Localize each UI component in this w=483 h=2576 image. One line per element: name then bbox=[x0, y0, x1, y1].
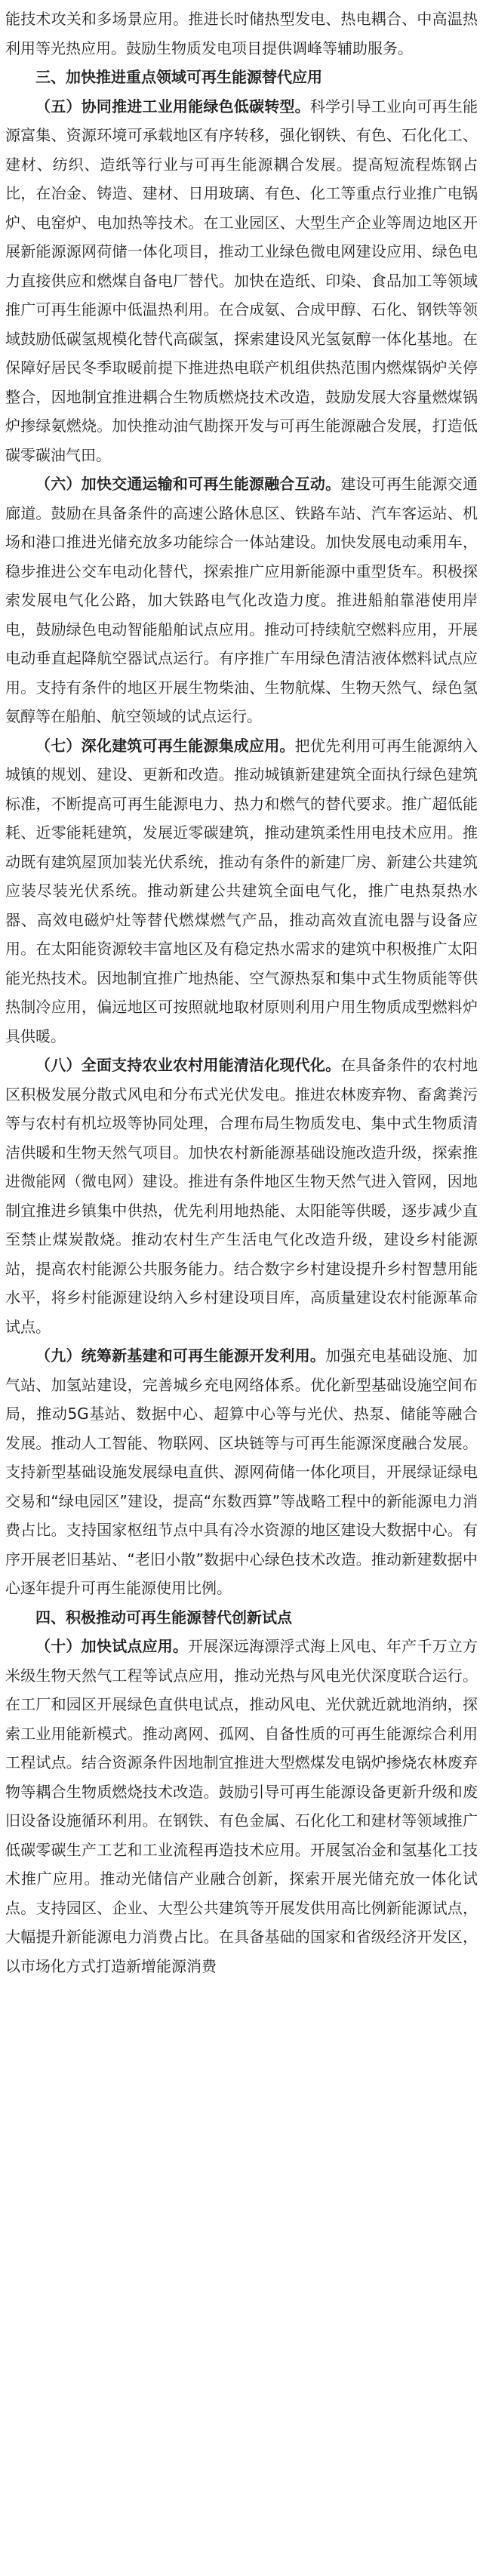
intro-text: 能技术攻关和多场景应用。推进长时储热型发电、热电耦合、中高温热利用等光热应用。鼓励生物质发电项目提供调峰等辅助服务。 bbox=[5, 10, 478, 57]
paragraph-10-lead: （十）加快试点应用。 bbox=[35, 1637, 189, 1655]
paragraph-5 bbox=[5, 92, 478, 470]
paragraph-6 bbox=[5, 469, 478, 731]
paragraph-7-body: 把优先利用可再生能源纳入城镇的规划、建设、更新和改造。推动城镇新建建筑全面执行绿色建筑标准，不断提高可再生能源电力、热力和燃气的替代要求。推广超低能耗、近零能耗建筑，发展近零碳建筑，推动建筑柔性用电技术应用。推动既有建筑屋顶加装光伏系统，推动有条件的新建厂房、新建公共建筑应装尽装光伏系统。推动新建公共建筑全面电气化，推广电热泵热水器、高效电磁炉灶等替代燃煤燃气产品，推动高效直流电器与设备应用。在太阳能资源较丰富地区及有稳定热水需求的建筑中积极推广太阳能光热技术。因地制宜推广地热能、空气源热泵和集中式生物质能等供热制冷应用，偏远地区可按照就地取材原则利用户用生物质成型燃料炉具供暖。 bbox=[5, 736, 478, 1045]
paragraph-6-lead: （六）加快交通运输和可再生能源融合互动。 bbox=[35, 475, 341, 493]
paragraph-8 bbox=[5, 1051, 478, 1341]
intro-paragraph bbox=[5, 5, 478, 63]
paragraph-9-lead: （九）统筹新基建和可再生能源开发利用。 bbox=[35, 1346, 326, 1365]
paragraph-10-body: 开展深远海漂浮式海上风电、年产千万立方米级生物天然气工程等试点应用，推动光热与风电光伏深度联合运行。在工厂和园区开展绿色直供电试点，推动风电、光伏就近就地消纳，探索工业用能新模式。推动离网、孤网、自备性质的可再生能源综合利用工程试点。结合资源条件因地制宜推进大型燃煤发电锅炉掺烧农林废弃物等耦合生物质燃烧技术改造。鼓励引导可再生能源设备更新升级和废旧设备设施循环利用。在钢铁、有色金属、石化化工和建材等领域推广低碳零碳生产工艺和工业流程再造技术应用。开展氢冶金和氢基化工技术推广应用。推动光储信产业融合创新，探索开展光储充放一体化试点。支持园区、企业、大型公共建筑等开展发供用高比例新能源试点，大幅提升新能源电力消费占比。在具备基础的国家和省级经济开发区，以市场化方式打造新增能源消费 bbox=[5, 1637, 478, 1975]
paragraph-6-body: 建设可再生能源交通廊道。鼓励在具备条件的高速公路休息区、铁路车站、汽车客运站、机场和港口推进光储充放多功能综合一体站建设。加快发展电动乘用车，稳步推进公交车电动化替代，探索推广应用新能源中重型货车。积极探索发展电气化公路，加大铁路电气化改造力度。推进船舶靠港使用岸电，鼓励绿色电动智能船舶试点应用。推动可持续航空燃料应用，开展电动垂直起降航空器试点运行。有序推广车用绿色清洁液体燃料试点应用。支持有条件的地区开展生物柴油、生物航煤、生物天然气、绿色氢氨醇等在船舶、航空领域的试点运行。 bbox=[5, 475, 478, 725]
paragraph-7 bbox=[5, 731, 478, 1051]
paragraph-9-body: 加强充电基础设施、加气站、加氢站建设，完善城乡充电网络体系。优化新型基础设施空间布局，推动5G基站、数据中心、超算中心等与光伏、热泵、储能等融合发展。推动人工智能、物联网、区块链等与可再生能源深度融合发展。支持新型基础设施发展绿电直供、源网荷储一体化项目，开展绿证绿电交易和“绿电园区”建设，提高“东数西算”等战略工程中的新能源电力消费占比。支持国家枢纽节点中具有冷水资源的地区建设大数据中心。有序开展老旧基站、“老旧小散”数据中心绿色技术改造。推动新建数据中心逐年提升可再生能源使用比例。 bbox=[5, 1346, 478, 1597]
section-4-heading: 四、积极推动可再生能源替代创新试点 bbox=[35, 1608, 292, 1627]
paragraph-5-body: 科学引导工业向可再生能源富集、资源环境可承载地区有序转移，强化钢铁、有色、石化化工、建材、纺织、造纸等行业与可再生能源耦合发展。提高短流程炼钢占比，在冶金、铸造、建材、日用玻璃、有色、化工等重点行业推广电锅炉、电窑炉、电加热等技术。在工业园区、大型生产企业等周边地区开展新能源源网荷储一体化项目，推动工业绿色微电网建设应用、绿色电力直接供应和燃煤自备电厂替代。加快在造纸、印染、食品加工等领域推广可再生能源中低温热利用。在合成氨、合成甲醇、石化、钢铁等领域鼓励低碳氢规模化替代高碳氢，探索建设风光氢氨醇一体化基地。在保障好居民冬季取暖前提下推进热电联产机组供热范围内燃煤锅炉关停整合，因地制宜推进耦合生物质燃烧技术改造，鼓励发展大容量燃煤锅炉掺绿氨燃烧。加快推动油气勘探开发与可再生能源融合发展，打造低碳零碳油气田。 bbox=[5, 97, 478, 464]
paragraph-9 bbox=[5, 1341, 478, 1603]
section-3-heading: 三、加快推进重点领域可再生能源替代应用 bbox=[35, 68, 322, 86]
paragraph-5-lead: （五）协同推进工业用能绿色低碳转型。 bbox=[35, 97, 310, 115]
paragraph-8-body: 在具备条件的农村地区积极发展分散式风电和分布式光伏发电。推进农林废弃物、畜禽粪污等与农村有机垃圾等协同处理，合理布局生物质发电、集中式生物质清洁供暖和生物天然气项目。加快农村新能源基础设施改造升级，探索推进微能网（微电网）建设。推进有条件地区生物天然气进入管网，因地制宜推进乡镇集中供热，优先利用地热能、太阳能等供暖，逐步减少直至禁止煤炭散烧。推动农村生产生活电气化改造升级，建设乡村能源站，提高农村能源公共服务能力。结合数字乡村建设提升乡村智慧用能水平，将乡村能源建设纳入乡村建设项目库，高质量建设农村能源革命试点。 bbox=[5, 1056, 478, 1336]
paragraph-8-lead: （八）全面支持农业农村用能清洁化现代化。 bbox=[35, 1056, 341, 1074]
paragraph-10 bbox=[5, 1632, 478, 1980]
paragraph-7-lead: （七）深化建筑可再生能源集成应用。 bbox=[35, 736, 295, 755]
